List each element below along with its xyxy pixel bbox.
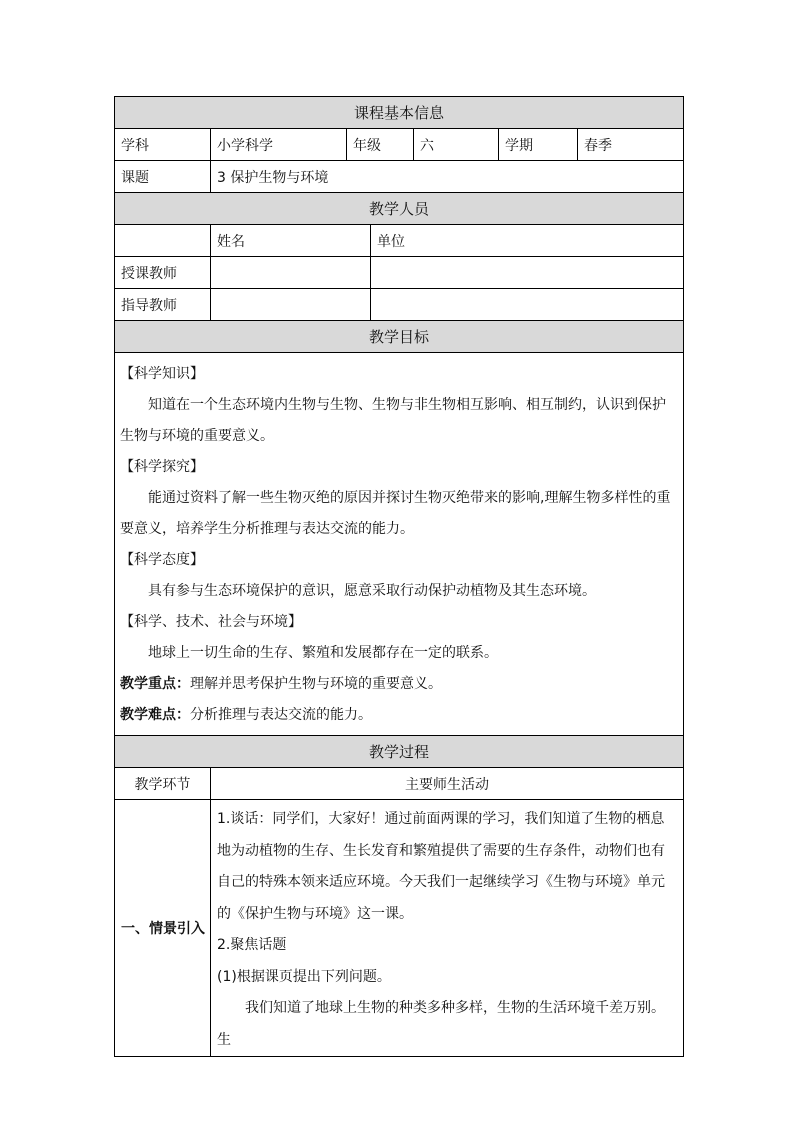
staff-header-row xyxy=(115,193,684,225)
inquiry-text: 能通过资料了解一些生物灭绝的原因并探讨生物灭绝带来的影响,理解生物多样性的重要意义，培养学生分析推理与表达交流的能力。 xyxy=(120,490,671,537)
lesson-plan-page xyxy=(114,96,683,1057)
attitude-title: 【科学态度】 xyxy=(120,552,204,568)
subject-row xyxy=(115,129,684,161)
objectives-body-row xyxy=(115,353,684,736)
teacher-unit-cell xyxy=(371,257,684,289)
teacher-row xyxy=(115,257,684,289)
teacher-label: 授课教师 xyxy=(115,257,211,289)
subject-label: 学科 xyxy=(115,129,211,161)
topic-value: 3 保护生物与环境 xyxy=(211,161,684,193)
subject-value: 小学科学 xyxy=(211,129,347,161)
key-point-text: 理解并思考保护生物与环境的重要意义。 xyxy=(190,676,442,692)
guide-unit-cell xyxy=(371,289,684,321)
term-value: 春季 xyxy=(578,129,684,161)
guide-name-cell xyxy=(211,289,371,321)
sts-title: 【科学、技术、社会与环境】 xyxy=(120,614,302,630)
objectives-body xyxy=(115,353,684,736)
stage-intro: 一、情景引入 xyxy=(115,800,211,1057)
process-columns-row xyxy=(115,768,684,800)
grade-label: 年级 xyxy=(347,129,414,161)
lesson-plan-table xyxy=(114,96,684,1057)
basic-info-header: 课程基本信息 xyxy=(115,97,684,129)
difficulty-label: 教学难点： xyxy=(120,707,190,723)
guide-row xyxy=(115,289,684,321)
topic-row xyxy=(115,161,684,193)
attitude-text: 具有参与生态环境保护的意识，愿意采取行动保护动植物及其生态环境。 xyxy=(148,583,596,599)
knowledge-text: 知道在一个生态环境内生物与生物、生物与非生物相互影响、相互制约，认识到保护生物与环境的重要意义。 xyxy=(120,397,666,444)
activity-paragraph-2: 2.聚焦话题 xyxy=(217,937,287,953)
activity-paragraph-3: (1)根据课页提出下列问题。 xyxy=(217,968,391,985)
term-label: 学期 xyxy=(499,129,578,161)
topic-label: 课题 xyxy=(115,161,211,193)
process-header-row xyxy=(115,736,684,768)
sts-text: 地球上一切生命的生存、繁殖和发展都存在一定的联系。 xyxy=(148,645,498,661)
basic-info-header-row xyxy=(115,97,684,129)
knowledge-title: 【科学知识】 xyxy=(120,366,204,382)
activity-paragraph-4: 我们知道了地球上生物的种类多种多样，生物的生活环境千差万别。生 xyxy=(217,1000,665,1048)
teacher-name-cell xyxy=(211,257,371,289)
staff-corner-cell xyxy=(115,225,211,257)
activity-column-header: 主要师生活动 xyxy=(211,768,684,800)
unit-column-header: 单位 xyxy=(371,225,684,257)
activity-paragraph-1: 1.谈话：同学们，大家好！通过前面两课的学习，我们知道了生物的栖息地为动植物的生存、生长发育和繁殖提供了需要的生存条件，动物们也有自己的特殊本领来适应环境。今天我们一起继续学习《生物与环境》单元的《保护生物与环境》这一课。 xyxy=(217,811,665,922)
staff-header: 教学人员 xyxy=(115,193,684,225)
process-row-intro xyxy=(115,800,684,1057)
difficulty-text: 分析推理与表达交流的能力。 xyxy=(190,707,372,723)
objectives-header: 教学目标 xyxy=(115,321,684,353)
key-point-line xyxy=(120,669,678,700)
guide-label: 指导教师 xyxy=(115,289,211,321)
activity-intro xyxy=(211,800,684,1057)
process-header: 教学过程 xyxy=(115,736,684,768)
name-column-header: 姓名 xyxy=(211,225,371,257)
difficulty-line xyxy=(120,700,678,731)
objectives-header-row xyxy=(115,321,684,353)
stage-column-header: 教学环节 xyxy=(115,768,211,800)
staff-columns-row xyxy=(115,225,684,257)
inquiry-title: 【科学探究】 xyxy=(120,459,204,475)
grade-value: 六 xyxy=(414,129,499,161)
key-point-label: 教学重点： xyxy=(120,676,190,692)
